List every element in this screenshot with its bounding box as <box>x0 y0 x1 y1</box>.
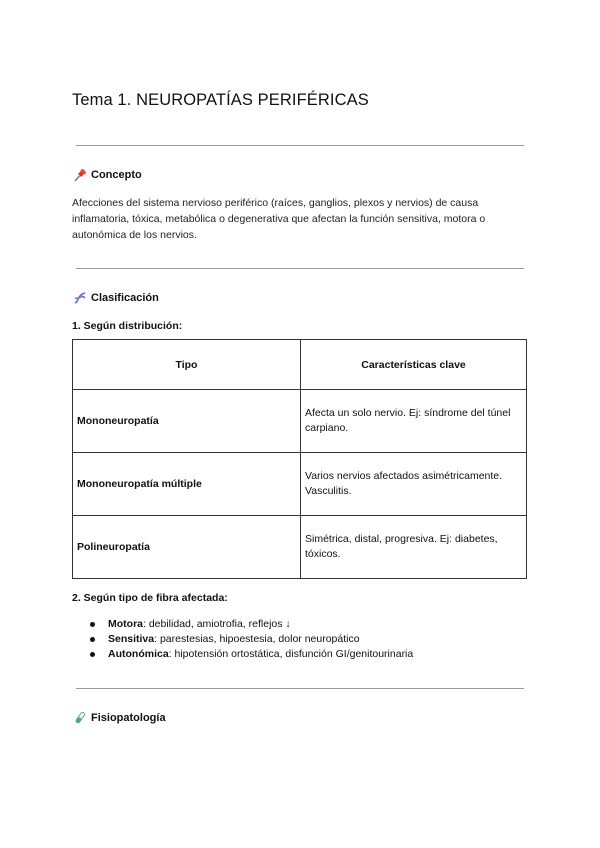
list-item-desc: : hipotensión ortostática, disfunción GI/genitourinaria <box>168 648 414 660</box>
section-heading-clasificacion <box>73 291 159 305</box>
section-heading-label: Concepto <box>91 169 142 181</box>
list-item <box>90 647 413 662</box>
column-header-caracteristicas: Características clave <box>301 340 527 390</box>
section-heading-fisiopatologia <box>73 711 166 725</box>
page-title: Tema 1. NEUROPATÍAS PERIFÉRICAS <box>72 91 369 109</box>
cell-tipo: Polineuropatía <box>73 516 301 579</box>
concepto-paragraph: Afecciones del sistema nervioso periférico (raíces, ganglios, plexos y nervios) de causa inflamatoria, tóxica, metabólica o degenerativa que afectan la función sensitiva, motora o autonómica de los nervios. <box>72 197 486 241</box>
list-item-desc: : parestesias, hipoestesia, dolor neuropático <box>154 633 360 645</box>
cell-caracteristicas: Varios nervios afectados asimétricamente. Vasculitis. <box>301 453 527 516</box>
divider <box>76 268 524 269</box>
test-tube-icon <box>73 711 87 725</box>
list-item-term: Motora <box>108 618 143 630</box>
fiber-type-list <box>90 617 413 662</box>
subheading-distribucion: 1. Según distribución: <box>72 320 183 332</box>
table-row <box>73 516 527 579</box>
list-item-term: Autonómica <box>108 648 169 660</box>
section-heading-label: Fisiopatología <box>91 712 166 724</box>
section-heading-label: Clasificación <box>91 292 159 304</box>
pushpin-icon <box>73 168 87 182</box>
section-heading-concepto <box>73 168 142 182</box>
table-row <box>73 453 527 516</box>
bullet-icon <box>90 622 95 627</box>
list-item-term: Sensitiva <box>108 633 155 645</box>
cell-caracteristicas: Simétrica, distal, progresiva. Ej: diabetes, tóxicos. <box>301 516 527 579</box>
list-item <box>90 632 413 647</box>
cell-tipo: Mononeuropatía <box>73 390 301 453</box>
list-item <box>90 617 413 632</box>
divider <box>76 145 524 146</box>
column-header-tipo: Tipo <box>73 340 301 390</box>
cell-caracteristicas: Afecta un solo nervio. Ej: síndrome del túnel carpiano. <box>301 390 527 453</box>
list-item-desc: : debilidad, amiotrofia, reflejos ↓ <box>143 618 291 630</box>
bullet-icon <box>90 652 95 657</box>
subheading-fibra: 2. Según tipo de fibra afectada: <box>72 592 228 604</box>
classification-table <box>72 339 527 579</box>
divider <box>76 688 524 689</box>
cell-tipo: Mononeuropatía múltiple <box>73 453 301 516</box>
bullet-icon <box>90 637 95 642</box>
table-header-row <box>73 340 527 390</box>
table-row <box>73 390 527 453</box>
dna-icon <box>73 291 87 305</box>
